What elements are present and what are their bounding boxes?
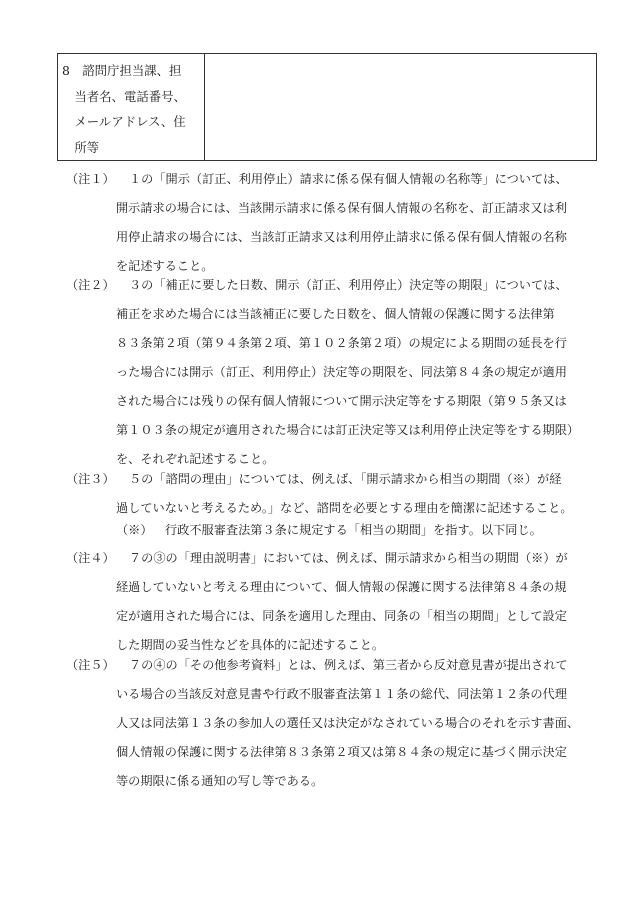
contact-info-value-cell[interactable] [205, 54, 596, 160]
contact-info-label [58, 54, 205, 160]
label-line: 所等 [62, 139, 100, 155]
note-body [116, 465, 612, 523]
note-line: 個人情報の保護に関する法律第８３条第２項又は第８４条の規定に基づく開示決定 [116, 745, 567, 759]
asterisk-mark: （※） [116, 523, 153, 537]
note-tag: （注１） [66, 172, 115, 186]
note-line: ７の③の「理由説明書」においては、例えば、開示請求から相当の期間（※）が [129, 551, 568, 565]
note-3 [66, 465, 612, 523]
note-body [116, 271, 612, 474]
note-tag: （注２） [66, 278, 115, 292]
contact-info-table [57, 53, 597, 161]
label-line: 当者名、電話番号、 [62, 88, 186, 104]
note-line: 定が適用された場合には、同条を適用した理由、同条の「相当の期間」として設定 [116, 609, 567, 623]
note-line: ５の「諮問の理由」については、例えば、「開示請求から相当の期間（※）が経 [129, 472, 562, 486]
note-line: 過していないと考えるため。」など、諮問を必要とする理由を簡潔に記述すること。 [116, 501, 573, 515]
note-line: を記述すること。 [116, 259, 214, 273]
note-line: ３の「補正に要した日数、開示（訂正、利用停止）決定等の期限」については、 [129, 278, 568, 292]
note-1 [66, 165, 612, 281]
note-line: された場合には残りの保有個人情報について開示決定等をする期限（第９５条又は [116, 394, 567, 408]
asterisk-text: 行政不服審査法第３条に規定する「相当の期間」を指す。以下同じ。 [165, 523, 542, 537]
note-5 [66, 651, 612, 796]
note-line: 経過していないと考える理由について、個人情報の保護に関する法律第８４条の規 [116, 580, 567, 594]
note-line: いる場合の当該反対意見書や行政不服審査法第１１条の総代、同法第１２条の代理 [116, 687, 567, 701]
note-line: った場合には開示（訂正、利用停止）決定等の期限を、同法第８４条の規定が適用 [116, 365, 567, 379]
note-tag: （注４） [66, 551, 115, 565]
note-body [116, 544, 612, 660]
note-body [116, 165, 612, 281]
note-4 [66, 544, 612, 660]
note-line: 人又は同法第１３条の参加人の選任又は決定がなされている場合のそれを示す書面、 [116, 716, 580, 730]
note-line: 開示請求の場合には、当該開示請求に係る保有個人情報の名称を、訂正請求又は利 [116, 201, 567, 215]
asterisk-note [116, 516, 606, 545]
label-line: メールアドレス、住 [62, 114, 186, 129]
note-line: 用停止請求の場合には、当該訂正請求又は利用停止請求に係る保有個人情報の名称 [116, 230, 567, 244]
note-line: 等の期限に係る通知の写し等である。 [116, 774, 324, 788]
note-tag: （注５） [66, 658, 115, 672]
note-line: ８３条第２項（第９４条第２項、第１０２条第２項）の規定による期間の延長を行 [116, 336, 567, 350]
note-line: した期間の妥当性などを具体的に記述すること。 [116, 638, 385, 652]
note-tag: （注３） [66, 472, 115, 486]
note-body [116, 651, 612, 796]
note-line: 補正を求めた場合には当該補正に要した日数を、個人情報の保護に関する法律第 [116, 307, 555, 321]
note-line: ７の④の「その他参考資料」とは、例えば、第三者から反対意見書が提出されて [129, 658, 568, 672]
label-line: 8 諮問庁担当課、担 [62, 63, 182, 78]
note-line: １の「開示（訂正、利用停止）請求に係る保有個人情報の名称等」については、 [129, 172, 568, 186]
note-2 [66, 271, 612, 474]
note-line: 第１０３条の規定が適用された場合には訂正決定等又は利用停止決定等をする期限） [116, 423, 580, 437]
note-line: を、それぞれ記述すること。 [116, 452, 275, 466]
